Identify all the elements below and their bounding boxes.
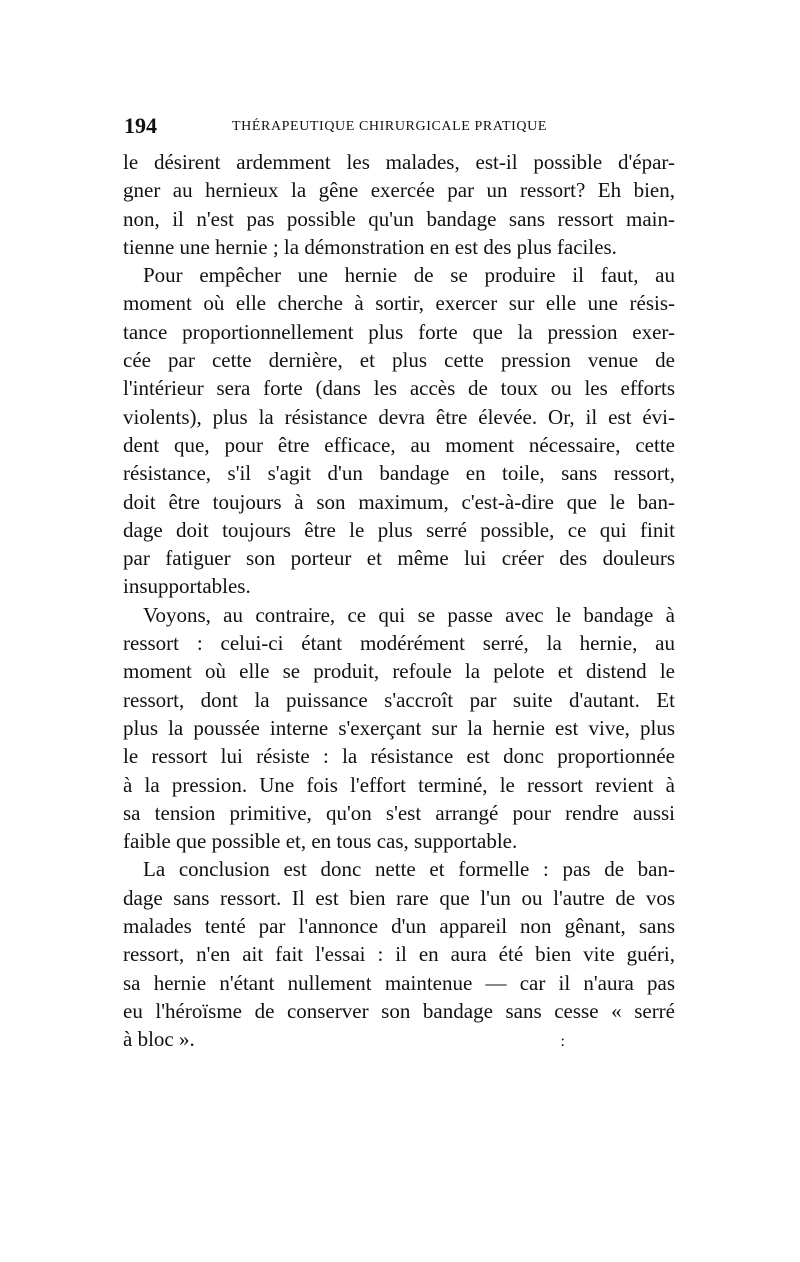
text-line: le ressort lui résiste : la résistance est donc proportionnée [123, 744, 675, 769]
text-line: Voyons, au contraire, ce qui se passe avec le bandage à [143, 602, 675, 627]
paragraph-4 [123, 855, 675, 1053]
text-line: par fatiguer son porteur et même lui créer des douleurs [123, 546, 675, 571]
text-line: dage sans ressort. Il est bien rare que l'un ou l'autre de vos [123, 885, 675, 910]
page-header [124, 114, 676, 138]
text-line: dent que, pour être efficace, au moment nécessaire, cette [123, 432, 675, 457]
text-line: insupportables. [123, 574, 251, 599]
text-line: tance proportionnellement plus forte que la pression exer- [123, 319, 675, 344]
paragraph-2 [123, 261, 675, 601]
text-line: dage doit toujours être le plus serré possible, ce qui finit [123, 517, 675, 542]
text-line: gner au hernieux la gêne exercée par un ressort? Eh bien, [123, 178, 675, 203]
text-line: ressort, n'en ait fait l'essai : il en aura été bien vite guéri, [123, 942, 675, 967]
text-line: le désirent ardemment les malades, est-il possible d'épar- [123, 150, 675, 174]
text-line: moment où elle se produit, refoule la pelote et distend le [123, 659, 675, 684]
text-line: l'intérieur sera forte (dans les accès de toux ou les efforts [123, 376, 675, 401]
text-line: La conclusion est donc nette et formelle : pas de ban- [143, 857, 675, 882]
text-line: à bloc ». [123, 1027, 195, 1052]
text-line: ressort : celui-ci étant modérément serré, la hernie, au [123, 631, 675, 656]
page-number: 194 [124, 113, 157, 138]
text-line: eu l'héroïsme de conserver son bandage sans cesse « serré [123, 998, 675, 1023]
text-line: faible que possible et, en tous cas, supportable. [123, 829, 518, 854]
final-line-wrap [123, 1025, 675, 1053]
text-line: ressort, dont la puissance s'accroît par suite d'autant. Et [123, 687, 675, 712]
text-line: doit être toujours à son maximum, c'est-à-dire que le ban- [123, 489, 675, 514]
text-line: résistance, s'il s'agit d'un bandage en toile, sans ressort, [123, 461, 675, 486]
text-line: moment où elle cherche à sortir, exercer sur elle une résis- [123, 291, 675, 316]
text-line: plus la poussée interne s'exerçant sur la hernie est vive, plus [123, 715, 675, 740]
paragraph-3 [123, 601, 675, 856]
text-line: sa tension primitive, qu'on s'est arrangé pour rendre aussi [123, 800, 675, 825]
text-line: cée par cette dernière, et plus cette pression venue de [123, 348, 675, 373]
text-line: non, il n'est pas possible qu'un bandage sans ressort main- [123, 206, 675, 231]
text-line: sa hernie n'étant nullement maintenue — car il n'aura pas [123, 970, 675, 995]
text-line: Pour empêcher une hernie de se produire il faut, au [143, 263, 675, 288]
text-line: malades tenté par l'annonce d'un appareil non gênant, sans [123, 914, 675, 939]
body-text [123, 148, 675, 1054]
running-title: THÉRAPEUTIQUE CHIRURGICALE PRATIQUE [232, 119, 547, 134]
stray-print-mark: : [560, 1033, 565, 1051]
paragraph-1 [123, 148, 675, 261]
text-line: violents), plus la résistance devra être élevée. Or, il est évi- [123, 404, 675, 429]
text-line: à la pression. Une fois l'effort terminé, le ressort revient à [123, 772, 675, 797]
text-line: tienne une hernie ; la démonstration en est des plus faciles. [123, 234, 617, 259]
